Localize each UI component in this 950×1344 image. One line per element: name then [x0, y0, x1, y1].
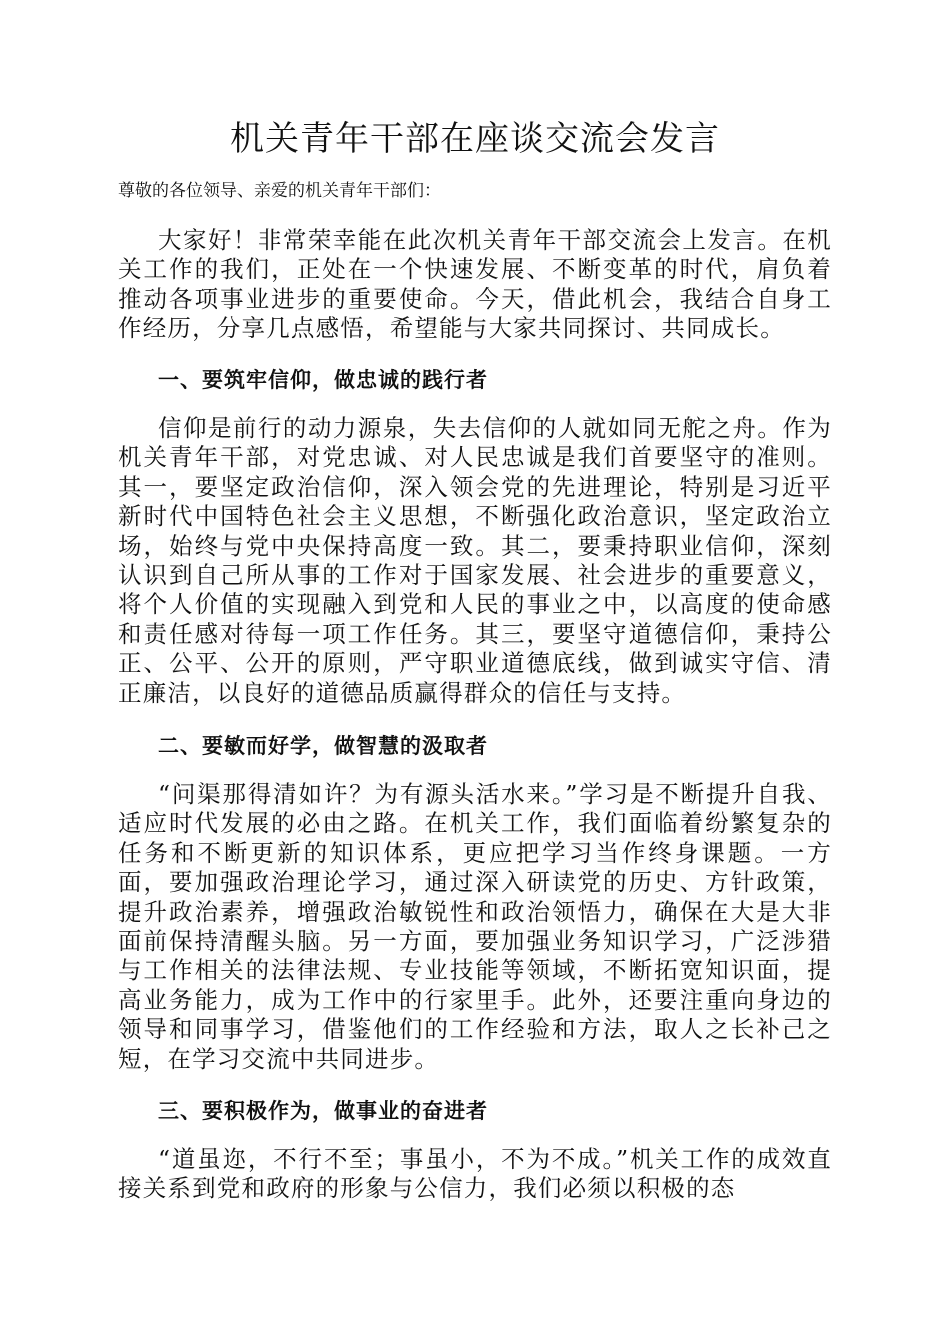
salutation: 尊敬的各位领导、亲爱的机关青年干部们： [118, 181, 441, 201]
section-heading-3: 三、要积极作为，做事业的奋进者 [158, 1099, 488, 1123]
section-body-3: “道虽迩，不行不至；事虽小，不为不成。”机关工作的成效直接关系到党和政府的形象与公信力，我们必须以积极的态 [118, 1145, 832, 1203]
section-heading-1: 一、要筑牢信仰，做忠诚的践行者 [158, 368, 488, 392]
document-title: 机关青年干部在座谈交流会发言 [230, 119, 720, 159]
intro-paragraph: 大家好！非常荣幸能在此次机关青年干部交流会上发言。在机关工作的我们，正处在一个快速发展、不断变革的时代，肩负着推动各项事业进步的重要使命。今天，借此机会，我结合自身工作经历，分享几点感悟，希望能与大家共同探讨、共同成长。 [118, 226, 832, 343]
section-heading-2: 二、要敏而好学，做智慧的汲取者 [158, 734, 488, 758]
section-body-2: “问渠那得清如许？为有源头活水来。”学习是不断提升自我、适应时代发展的必由之路。在机关工作，我们面临着纷繁复杂的任务和不断更新的知识体系，更应把学习当作终身课题。一方面，要加强政治理论学习，通过深入研读党的历史、方针政策，提升政治素养，增强政治敏锐性和政治领悟力，确保在大是大非面前保持清醒头脑。另一方面，要加强业务知识学习，广泛涉猎与工作相关的法律法规、专业技能等领域，不断拓宽知识面，提高业务能力，成为工作中的行家里手。此外，还要注重向身边的领导和同事学习，借鉴他们的工作经验和方法，取人之长补己之短，在学习交流中共同进步。 [118, 780, 832, 1073]
section-body-1: 信仰是前行的动力源泉，失去信仰的人就如同无舵之舟。作为机关青年干部，对党忠诚、对人民忠诚是我们首要坚守的准则。其一，要坚定政治信仰，深入领会党的先进理论，特别是习近平新时代中国特色社会主义思想，不断强化政治意识，坚定政治立场，始终与党中央保持高度一致。其二，要秉持职业信仰，深刻认识到自己所从事的工作对于国家发展、社会进步的重要意义，将个人价值的实现融入到党和人民的事业之中，以高度的使命感和责任感对待每一项工作任务。其三，要坚守道德信仰，秉持公正、公平、公开的原则，严守职业道德底线，做到诚实守信、清正廉洁，以良好的道德品质赢得群众的信任与支持。 [118, 414, 832, 707]
